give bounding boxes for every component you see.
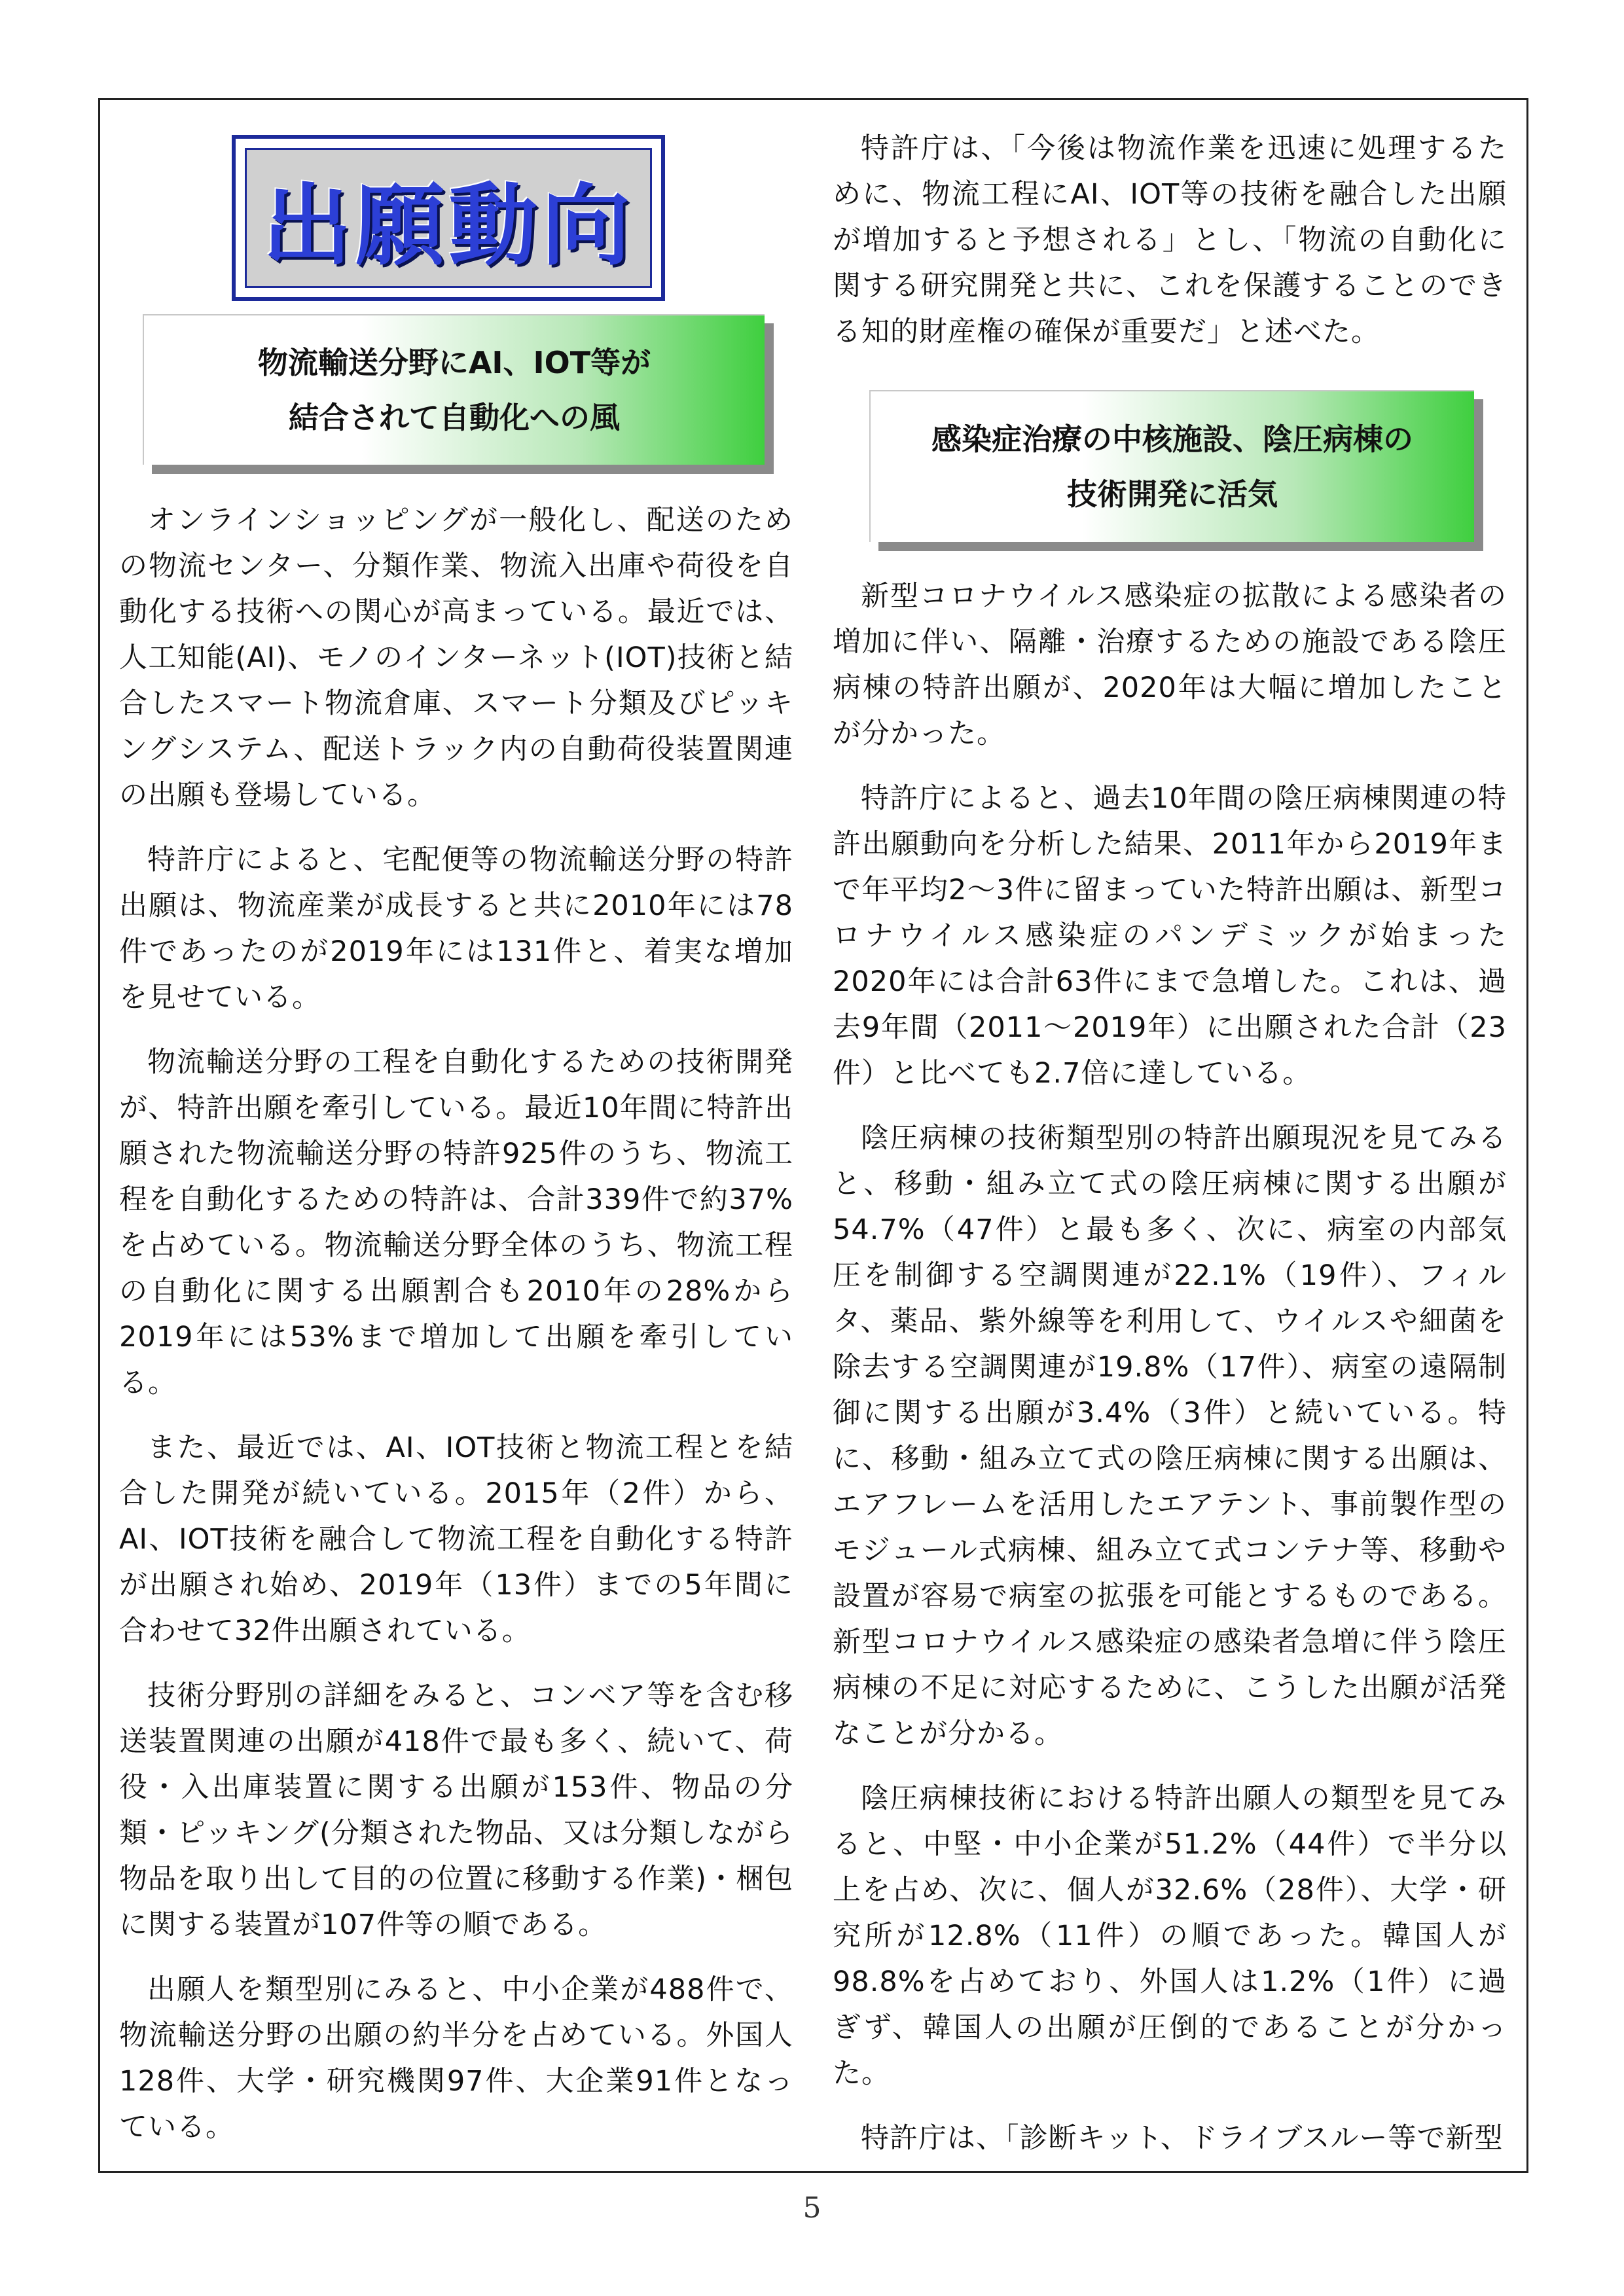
paragraph: また、最近では、AI、IOT技術と物流工程とを結合した開発が続いている。2015年（2件）から、AI、IOT技術を融合して物流工程を自動化する特許が出願され始め、2019年（13件）までの5年間に合わせて32件出願されている。 — [119, 1431, 793, 1647]
heading-line: 結合されて自動化への風 — [288, 400, 620, 435]
heading-line: 物流輸送分野にAI、IOT等が — [257, 345, 651, 380]
article-heading-logistics — [143, 314, 765, 465]
paragraph: 陰圧病棟技術における特許出願人の類型を見てみると、中堅・中小企業が51.2%（44件）で半分以上を占め、次に、個人が32.6%（28件）、大学・研究所が12.8%（11件）の順であった。韓国人が98.8%を占めており、外国人は1.2%（1件）に過ぎず、韓国人の出願が圧倒的であることが分かった。 — [833, 1782, 1507, 2090]
paragraph: 出願人を類型別にみると、中小企業が488件で、物流輸送分野の出願の約半分を占めている。外国人128件、大学・研究機関97件、大企業91件となっている。 — [119, 1973, 793, 2144]
heading-line: 感染症治療の中核施設、陰圧病棟の — [931, 422, 1413, 457]
paragraph: 特許庁によると、宅配便等の物流輸送分野の特許出願は、物流産業が成長すると共に2010年には78件であったのが2019年には131件と、着実な増加を見せている。 — [119, 844, 793, 1014]
left-column — [119, 497, 793, 2169]
paragraph: 特許庁は、「診断キット、ドライブスルー等で新型 — [861, 2122, 1504, 2155]
paragraph: 特許庁によると、過去10年間の陰圧病棟関連の特許出願動向を分析した結果、2011年から2019年まで年平均2～3件に留まっていた特許出願は、新型コロナウイルス感染症のパンデミックが始まった2020年には合計63件にまで急増した。これは、過去9年間（2011～2019年）に出願された合計（23件）と比べても2.7倍に達している。 — [833, 782, 1507, 1090]
right-column-body — [833, 573, 1507, 2180]
article-heading-negative-pressure-ward — [869, 390, 1474, 542]
heading-line: 技術開発に活気 — [1067, 476, 1278, 512]
paragraph: 技術分野別の詳細をみると、コンベア等を含む移送装置関連の出願が418件で最も多く、続いて、荷役・入出庫装置に関する出願が153件、物品の分類・ピッキング(分類された物品、又は分類しながら物品を取り出して目的の位置に移動する作業)・梱包に関する装置が107件等の順である。 — [119, 1679, 793, 1941]
page-number: 5 — [803, 2191, 821, 2225]
paragraph: 新型コロナウイルス感染症の拡散による感染者の増加に伴い、隔離・治療するための施設である陰圧病棟の特許出願が、2020年は大幅に増加したことが分かった。 — [833, 580, 1507, 750]
section-title-inner — [245, 148, 652, 288]
paragraph: 特許庁は、「今後は物流作業を迅速に処理するために、物流工程にAI、IOT等の技術を融合した出願が増加すると予想される」とし、「物流の自動化に関する研究開発と共に、これを保護することのできる知的財産権の確保が重要だ」と述べた。 — [833, 132, 1507, 348]
section-title-box — [232, 135, 665, 301]
paragraph: 陰圧病棟の技術類型別の特許出願現況を見てみると、移動・組み立て式の陰圧病棟に関する出願が54.7%（47件）と最も多く、次に、病室の内部気圧を制御する空調関連が22.1%（19件）、フィルタ、薬品、紫外線等を利用して、ウイルスや細菌を除去する空調関連が19.8%（17件）、病室の遠隔制御に関する出願が3.4%（3件）と続いている。特に、移動・組み立て式の陰圧病棟に関する出願は、エアフレームを活用したエアテント、事前製作型のモジュール式病棟、組み立て式コンテナ等、移動や設置が容易で病室の拡張を可能とするものである。新型コロナウイルス感染症の感染者急増に伴う陰圧病棟の不足に対応するために、こうした出願が活発なことが分かる。 — [833, 1122, 1507, 1750]
paragraph: 物流輸送分野の工程を自動化するための技術開発が、特許出願を牽引している。最近10年間に特許出願された物流輸送分野の特許925件のうち、物流工程を自動化するための特許は、合計339件で約37%を占めている。物流輸送分野全体のうち、物流工程の自動化に関する出願割合も2010年の28%から2019年には53%まで増加して出願を牽引している。 — [119, 1046, 793, 1399]
paragraph: オンラインショッピングが一般化し、配送のための物流センター、分類作業、物流入出庫や荷役を自動化する技術への関心が高まっている。最近では、人工知能(AI)、モノのインターネット(IOT)技術と結合したスマート物流倉庫、スマート分類及びピッキングシステム、配送トラック内の自動荷役装置関連の出願も登場している。 — [119, 504, 793, 812]
section-title: 出願動向 — [262, 175, 634, 278]
right-column-top — [833, 126, 1507, 374]
